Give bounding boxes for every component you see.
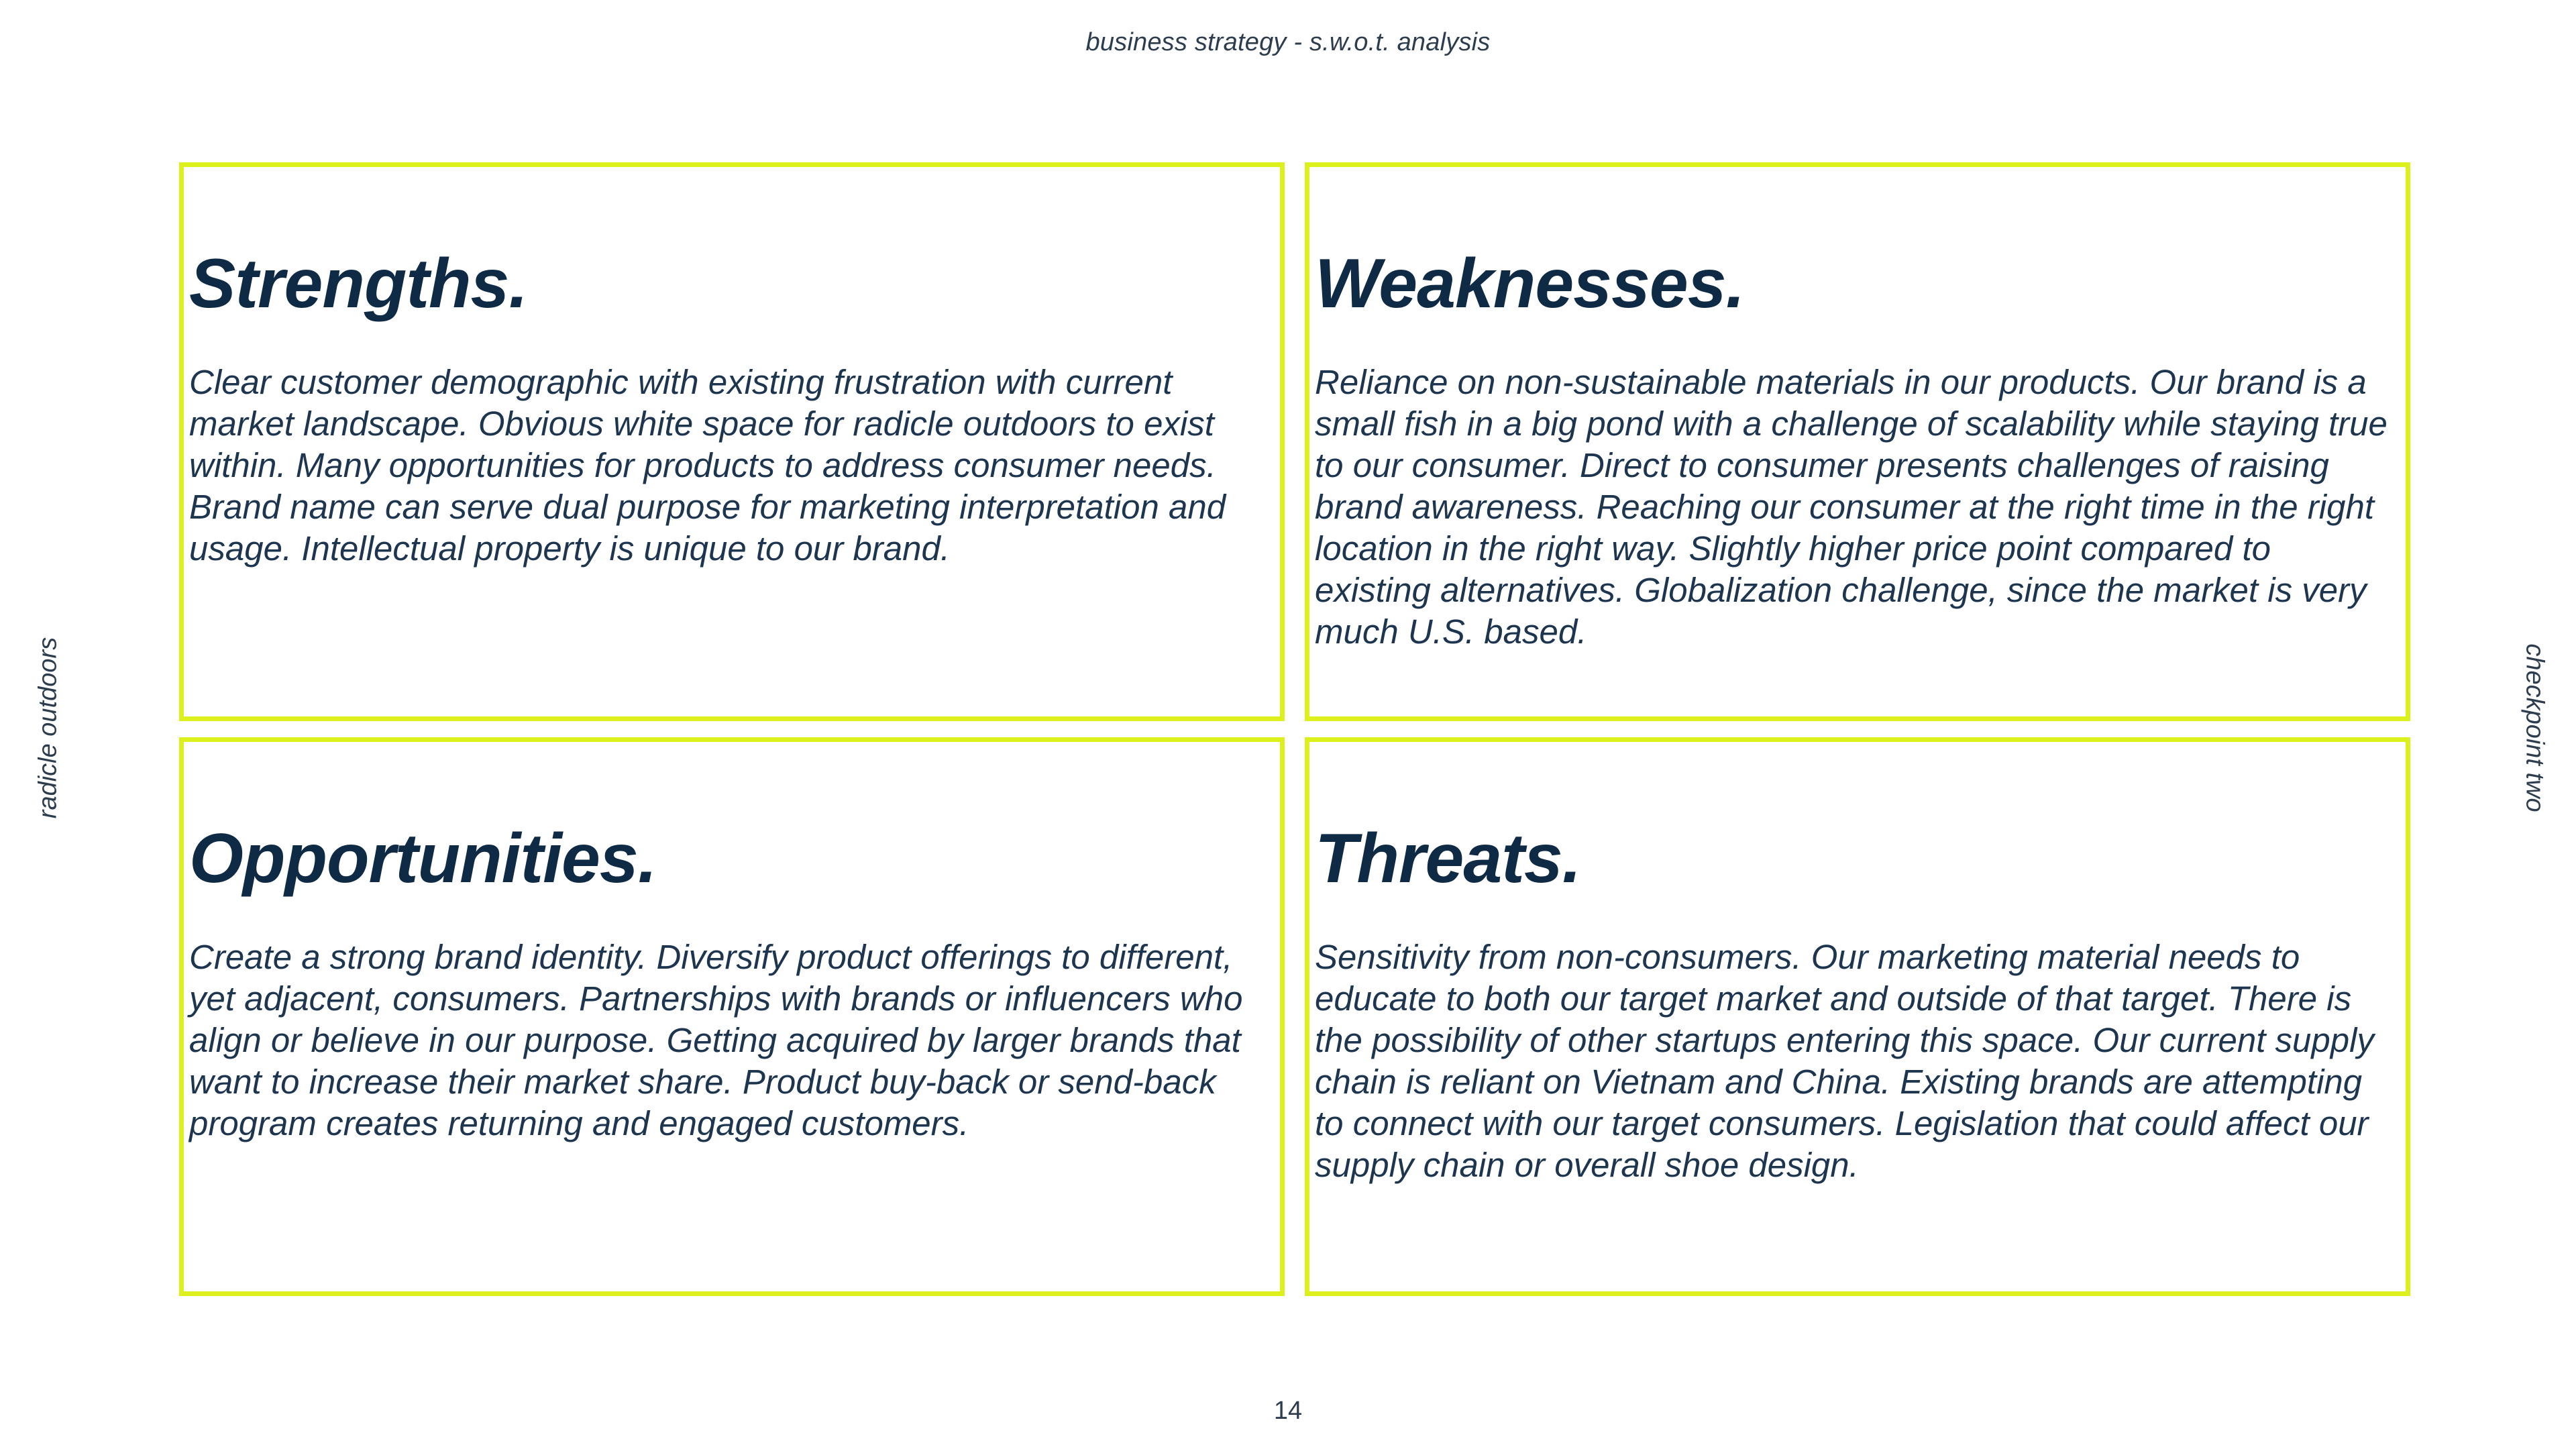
opportunities-body: Create a strong brand identity. Diversify product offerings to different, yet adjacent, consumers. Partnerships with brands or influencers who align or believe in our purpose. Getting acquired by larger brands that want to increase their market share. Product buy-back or send-back program creates returning and engaged customers.	[189, 938, 1243, 1142]
side-label-brand: radicle outdoors	[34, 637, 62, 819]
side-label-checkpoint: checkpoint two	[2520, 643, 2549, 812]
threats-title: Threats.	[1315, 820, 1581, 898]
weaknesses-body: Reliance on non-sustainable materials in our products. Our brand is a small fish in a big pond with a challenge of scalability while staying true to our consumer. Direct to consumer presents challenges of raising brand awareness. Reaching our consumer at the right time in the right location in the right way. Slightly higher price point compared to existing alternatives. Globalization challenge, since the market is very much U.S. based.	[1315, 363, 2387, 651]
strengths-title: Strengths.	[189, 245, 528, 323]
weaknesses-title: Weaknesses.	[1315, 245, 1745, 323]
page-number: 14	[1273, 1397, 1303, 1425]
weaknesses-quadrant	[1305, 162, 2410, 721]
opportunities-title: Opportunities.	[189, 820, 657, 898]
strengths-quadrant	[179, 162, 1285, 721]
threats-body: Sensitivity from non-consumers. Our marketing material needs to educate to both our target market and outside of that target. There is the possibility of other startups entering this space. Our current supply chain is reliant on Vietnam and China. Existing brands are attempting to connect with our target consumers. Legislation that could affect our supply chain or overall shoe design.	[1315, 938, 2374, 1184]
strengths-body: Clear customer demographic with existing frustration with current market landscape. Obvious white space for radicle outdoors to exist within. Many opportunities for products to address consumer needs. Brand name can serve dual purpose for marketing interpretation and usage. Intellectual property is unique to our brand.	[189, 363, 1226, 568]
threats-quadrant	[1305, 737, 2410, 1296]
opportunities-quadrant	[179, 737, 1285, 1296]
page-header-caption: business strategy - s.w.o.t. analysis	[1085, 28, 1491, 56]
